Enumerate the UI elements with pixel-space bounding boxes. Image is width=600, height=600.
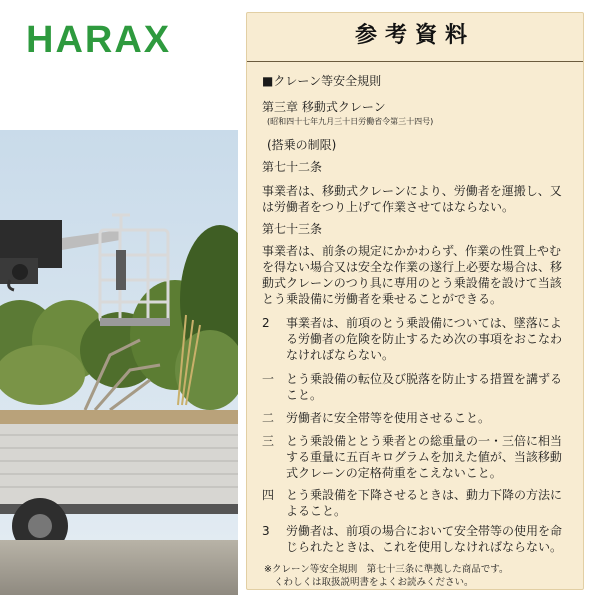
- reference-panel: [246, 12, 584, 590]
- title-divider: [247, 61, 583, 62]
- item-line: 労働者は、前項の場合において安全帯等の使用を命: [286, 524, 563, 538]
- article73-line-1: 事業者は、前条の規定にかかわらず、作業の性質上やむ: [262, 244, 562, 258]
- item-line: る労働者の危険を防止するため次の事項をおこなわ: [286, 332, 563, 346]
- footnote-line-2: くわしくは取扱説明書をよくお読みください。: [274, 577, 474, 588]
- logo-text: HARAX: [26, 19, 172, 58]
- item-line: こと。: [286, 388, 323, 402]
- item-mark: 四: [262, 488, 275, 502]
- item-line: する重量に五百キログラムを加えた値が、当該移動: [286, 450, 562, 464]
- item-line: とう乗設備ととう乗者との総重量の一・三倍に相当: [286, 434, 563, 448]
- harax-logo: [26, 18, 208, 58]
- item-line: 労働者に安全帯等を使用させること。: [286, 411, 491, 425]
- article73-line-4: とう乗設備に労働者を乗せることができる。: [262, 292, 503, 306]
- truck-deck: [0, 410, 238, 424]
- footnote-line-1: ※クレーン等安全規則 第七十三条に準拠した商品です。: [264, 564, 509, 575]
- item-line: 式クレーンの定格荷重をこえないこと。: [286, 466, 502, 480]
- gondola-floor: [100, 318, 170, 326]
- item-line: じられたときは、これを使用しなければならない。: [286, 540, 563, 554]
- item-line: なければならない。: [286, 348, 395, 362]
- item-mark: 3: [262, 524, 270, 538]
- regulation-name: ■クレーン等安全規則: [262, 74, 382, 88]
- item-line: とう乗設備の転位及び脱落を防止する措置を講ずる: [286, 372, 563, 386]
- item-mark: 2: [262, 316, 270, 330]
- article72-line-2: は労働者をつり上げて作業させてはならない。: [262, 200, 515, 214]
- section-heading: (搭乗の制限): [267, 138, 337, 152]
- item-mark: 三: [262, 434, 275, 448]
- item-mark: 一: [262, 372, 275, 386]
- item-line: よること。: [286, 504, 347, 518]
- article73-title: 第七十三条: [262, 222, 323, 236]
- chapter-title: 第三章 移動式クレーン: [262, 100, 386, 114]
- product-photo: [0, 130, 238, 595]
- article72-line-1: 事業者は、移動式クレーンにより、労働者を運搬し、又: [262, 184, 562, 198]
- panel-title: 参考資料: [354, 23, 475, 48]
- ordinance-number: (昭和四十七年九月三十日労働省令第三十四号): [267, 117, 434, 126]
- item-line: 事業者は、前項のとう乗設備については、墜落によ: [286, 316, 562, 330]
- article72-title: 第七十二条: [262, 160, 323, 174]
- item-mark: 二: [262, 411, 275, 425]
- truck-side: [0, 424, 238, 504]
- item-line: とう乗設備を下降させるときは、動力下降の方法に: [286, 488, 563, 502]
- article73-line-2: を得ない場合又は安全な作業の遂行上必要な場合は、移: [262, 260, 563, 274]
- article73-line-3: 動式クレーンのつり具に専用のとう乗設備を設けて当該: [262, 276, 562, 290]
